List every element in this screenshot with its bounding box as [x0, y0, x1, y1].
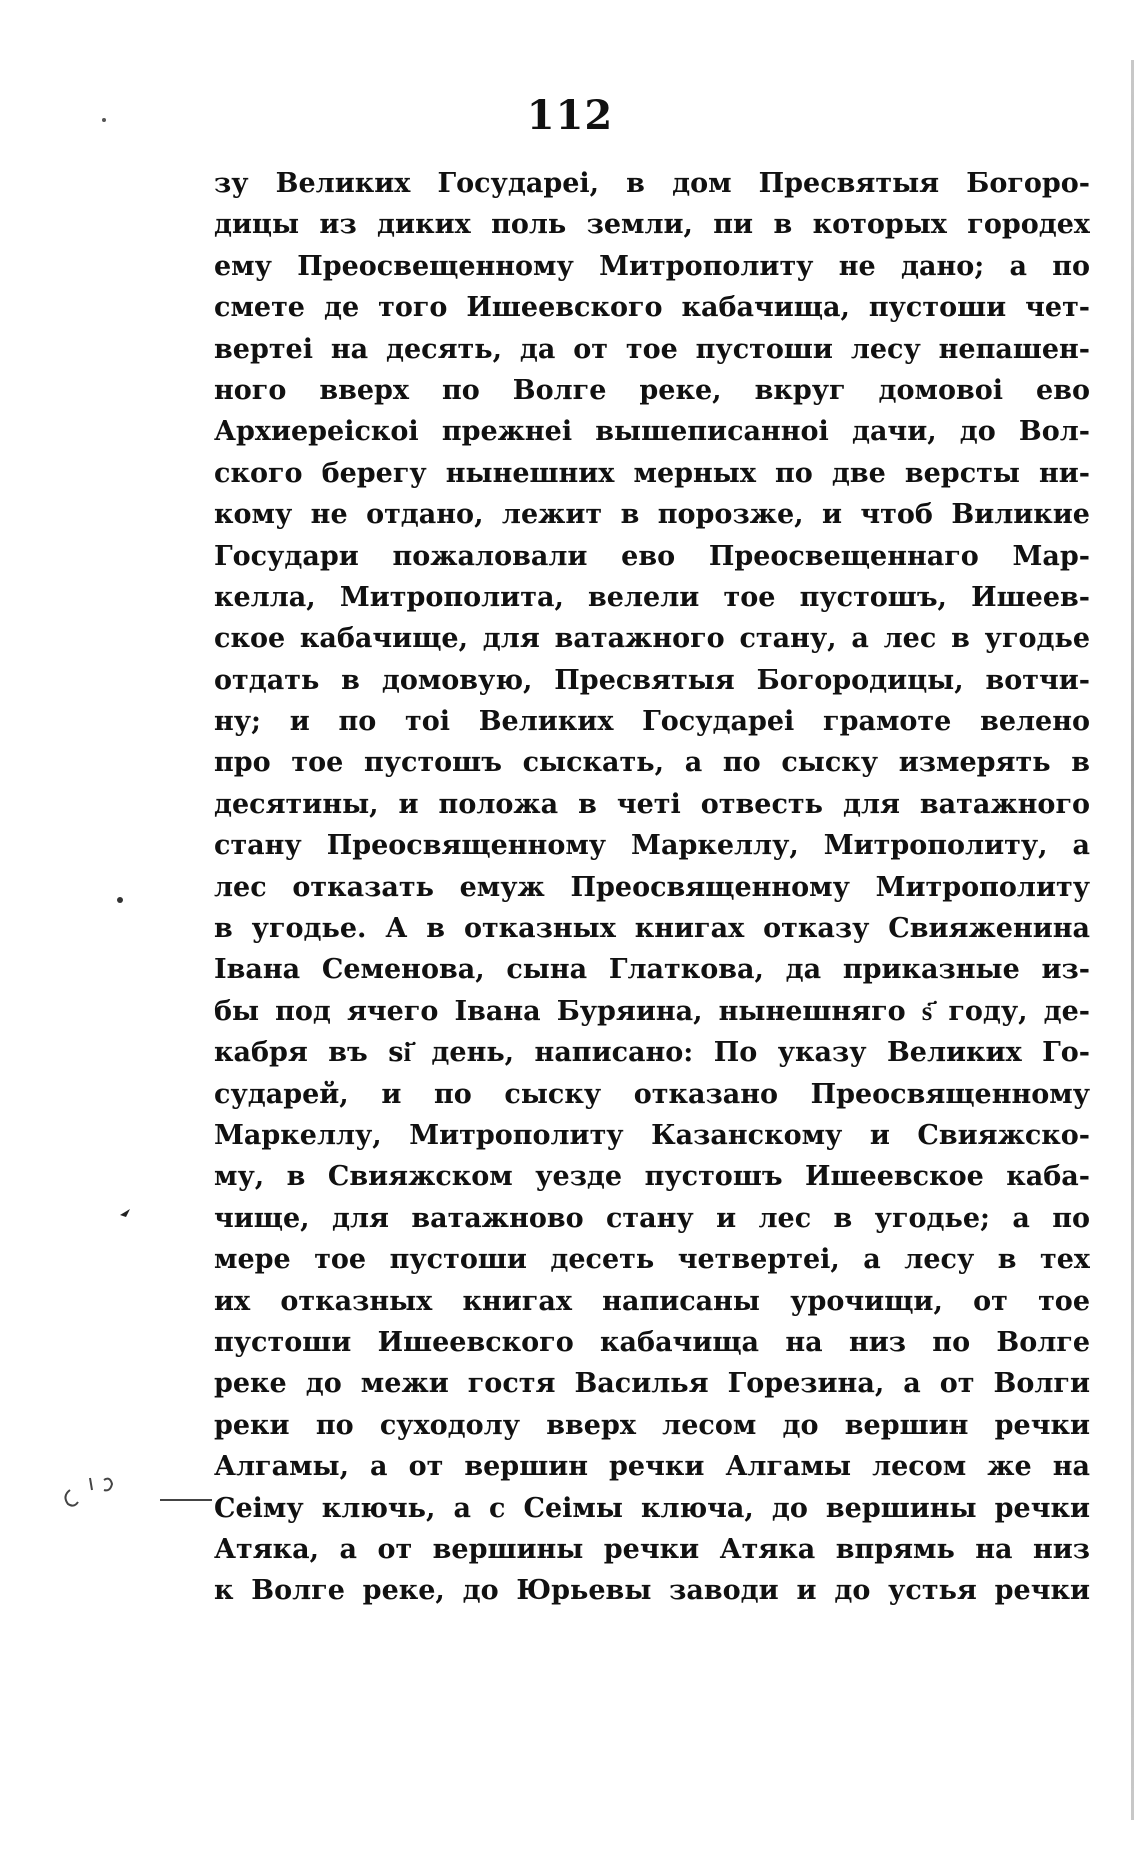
page-number: 112 [526, 92, 614, 139]
text-line: Маркеллу, Митрополиту Казанскому и Свияжско- [214, 1119, 1090, 1151]
text-line: Атяка, а от вершины речки Атяка впрямь на низ [214, 1533, 1090, 1565]
text-line: му, в Свияжском уезде пустошъ Ишеевское каба- [214, 1161, 1090, 1193]
text-line: сударей, и по сыску отказано Преосвященному [214, 1078, 1090, 1110]
text-line: в угодье. А в отказных книгах отказу Свияженина [214, 913, 1090, 945]
text-line: ему Преосвещенному Митрополиту не дано; а по [214, 250, 1090, 282]
text-line: ну; и по тоі Великих Государеі грамоте велено [214, 706, 1090, 738]
text-line: Сеіму ключь, а с Сеімы ключа, до вершины речки [214, 1492, 1090, 1524]
page-edge-shadow [1131, 60, 1134, 1820]
text-line: мере тое пустоши десеть четвертеі, а лесу в тех [214, 1244, 1090, 1276]
text-line: отдать в домовую, Пресвятыя Богородицы, вотчи- [214, 664, 1090, 696]
margin-scribble [65, 1478, 212, 1506]
text-line: Івана Семенова, сына Глаткова, да приказные из- [214, 954, 1090, 986]
text-line: пустоши Ишеевского кабачища на низ по Волге [214, 1326, 1090, 1358]
text-line: зу Великих Государеі, в дом Пресвятыя Богоро- [214, 168, 1090, 199]
text-line: смете де того Ишеевского кабачища, пустоши чет- [214, 292, 1090, 324]
text-line: реки по суходолу вверх лесом до вершин речки [214, 1409, 1090, 1441]
text-line: про тое пустошъ сыскать, а по сыску измерять в [214, 747, 1090, 779]
text-line: Государи пожаловали ево Преосвещеннаго Мар- [214, 540, 1090, 572]
text-line: стану Преосвященному Маркеллу, Митрополиту, а [214, 830, 1090, 862]
text-line: дицы из диких поль земли, пи в которых городех [214, 209, 1090, 241]
text-line: чище, для ватажново стану и лес в угодье; а по [214, 1202, 1090, 1234]
text-line: кому не отдано, лежит в порозже, и чтоб Виликие [214, 499, 1090, 531]
text-line: кабря въ ѕі҃ день, написано: По указу Великих Го- [214, 1037, 1090, 1069]
text-line: Архиереіскоі прежнеі вышеписанноі дачи, до Вол- [214, 416, 1090, 448]
text-line: реке до межи гостя Василья Горезина, а от Волги [214, 1368, 1090, 1400]
text-line: их отказных книгах написаны урочищи, от тое [214, 1285, 1090, 1317]
body-text [214, 163, 1090, 1612]
text-line: ское кабачище, для ватажного стану, а лес в угодье [214, 623, 1090, 655]
text-line: келла, Митрополита, велели тое пустошъ, Ишеев- [214, 581, 1090, 613]
text-line: ского берегу нынешних мерных по две версты ни- [214, 457, 1090, 489]
text-line: десятины, и положа в четі отвесть для ватажного [214, 788, 1090, 820]
text-line: вертеі на десять, да от тое пустоши лесу непашен- [214, 333, 1090, 365]
text-line: бы под ячего Івана Буряина, нынешняго ѕ҃ году, де- [214, 995, 1090, 1027]
text-line: к Волге реке, до Юрьевы заводи и до устья речки [214, 1575, 1090, 1607]
text-line: ного вверх по Волге реке, вкруг домовоі ево [214, 374, 1090, 406]
text-line: Алгамы, а от вершин речки Алгамы лесом же на [214, 1451, 1090, 1483]
text-line: лес отказать емуж Преосвященному Митрополиту [214, 871, 1090, 903]
ink-mark [120, 1209, 130, 1217]
ink-speck [117, 897, 123, 903]
